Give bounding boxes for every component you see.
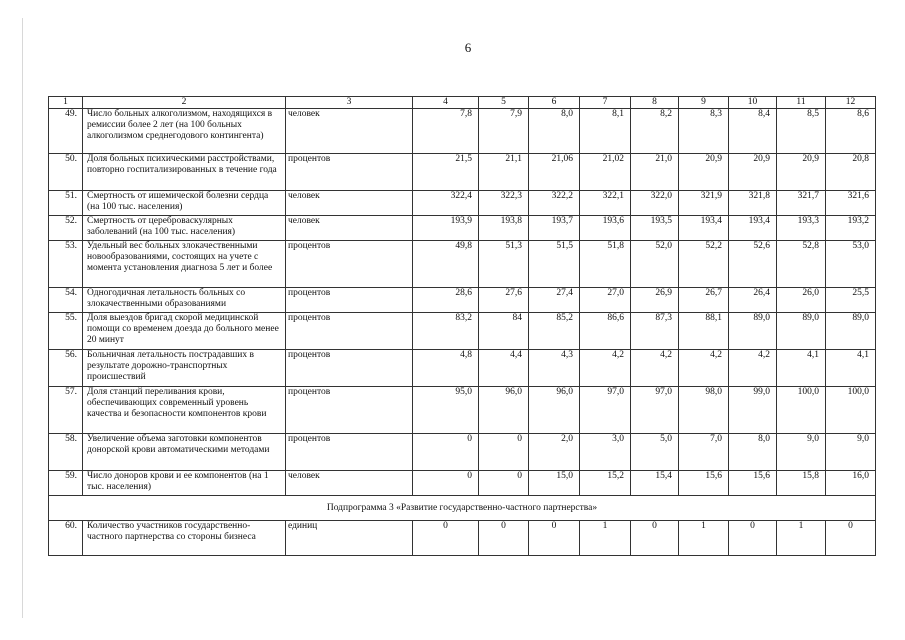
value-cell: 0 xyxy=(631,521,679,556)
value-cell: 15,2 xyxy=(580,471,631,496)
value-cell: 27,4 xyxy=(529,288,580,313)
table-row xyxy=(49,154,876,191)
value-cell: 52,6 xyxy=(729,241,777,288)
value-cell: 321,7 xyxy=(777,191,826,216)
value-cell: 96,0 xyxy=(529,387,580,434)
value-cell: 4,3 xyxy=(529,350,580,387)
value-cell: 322,4 xyxy=(413,191,479,216)
value-cell: 21,1 xyxy=(479,154,529,191)
subprogram-title: Подпрограмма 3 «Развитие государственно-частного партнерства» xyxy=(49,496,876,521)
indicator-name-cell: Удельный вес больных злокачественными новообразованиями, состоящих на учете с момента установления диагноза 5 лет и более xyxy=(83,241,286,288)
value-cell: 193,3 xyxy=(777,216,826,241)
value-cell: 4,4 xyxy=(479,350,529,387)
page-margin-line xyxy=(22,18,23,618)
value-cell: 0 xyxy=(826,521,876,556)
table-row xyxy=(49,216,876,241)
value-cell: 8,4 xyxy=(729,109,777,154)
value-cell: 52,8 xyxy=(777,241,826,288)
value-cell: 27,6 xyxy=(479,288,529,313)
value-cell: 28,6 xyxy=(413,288,479,313)
value-cell: 193,7 xyxy=(529,216,580,241)
value-cell: 8,6 xyxy=(826,109,876,154)
value-cell: 4,8 xyxy=(413,350,479,387)
row-number-cell: 53. xyxy=(49,241,83,288)
value-cell: 26,9 xyxy=(631,288,679,313)
value-cell: 8,5 xyxy=(777,109,826,154)
value-cell: 0 xyxy=(413,521,479,556)
column-number-cell: 11 xyxy=(777,97,826,109)
value-cell: 53,0 xyxy=(826,241,876,288)
value-cell: 89,0 xyxy=(777,313,826,350)
value-cell: 321,8 xyxy=(729,191,777,216)
table-row xyxy=(49,521,876,556)
indicator-name-cell: Число больных алкоголизмом, находящихся в ремиссии более 2 лет (на 100 больных алкоголизмом среднегодового контингента) xyxy=(83,109,286,154)
row-number-cell: 54. xyxy=(49,288,83,313)
subprogram-row xyxy=(49,496,876,521)
column-number-row xyxy=(49,97,876,109)
value-cell: 5,0 xyxy=(631,434,679,471)
value-cell: 99,0 xyxy=(729,387,777,434)
value-cell: 7,0 xyxy=(679,434,729,471)
column-number-cell: 8 xyxy=(631,97,679,109)
unit-cell: процентов xyxy=(286,387,413,434)
value-cell: 193,8 xyxy=(479,216,529,241)
row-number-cell: 49. xyxy=(49,109,83,154)
row-number-cell: 58. xyxy=(49,434,83,471)
value-cell: 86,6 xyxy=(580,313,631,350)
value-cell: 20,9 xyxy=(679,154,729,191)
value-cell: 4,2 xyxy=(580,350,631,387)
value-cell: 0 xyxy=(479,521,529,556)
value-cell: 89,0 xyxy=(729,313,777,350)
table-row xyxy=(49,350,876,387)
value-cell: 193,6 xyxy=(580,216,631,241)
value-cell: 321,6 xyxy=(826,191,876,216)
value-cell: 193,9 xyxy=(413,216,479,241)
value-cell: 4,2 xyxy=(679,350,729,387)
value-cell: 97,0 xyxy=(580,387,631,434)
value-cell: 15,8 xyxy=(777,471,826,496)
value-cell: 95,0 xyxy=(413,387,479,434)
value-cell: 8,0 xyxy=(529,109,580,154)
value-cell: 20,9 xyxy=(777,154,826,191)
table-row xyxy=(49,191,876,216)
unit-cell: процентов xyxy=(286,434,413,471)
unit-cell: процентов xyxy=(286,241,413,288)
value-cell: 1 xyxy=(580,521,631,556)
column-number-cell: 10 xyxy=(729,97,777,109)
unit-cell: процентов xyxy=(286,350,413,387)
value-cell: 15,4 xyxy=(631,471,679,496)
value-cell: 27,0 xyxy=(580,288,631,313)
value-cell: 52,2 xyxy=(679,241,729,288)
value-cell: 89,0 xyxy=(826,313,876,350)
value-cell: 0 xyxy=(479,471,529,496)
unit-cell: процентов xyxy=(286,154,413,191)
value-cell: 26,7 xyxy=(679,288,729,313)
value-cell: 3,0 xyxy=(580,434,631,471)
unit-cell: человек xyxy=(286,191,413,216)
value-cell: 96,0 xyxy=(479,387,529,434)
value-cell: 85,2 xyxy=(529,313,580,350)
row-number-cell: 59. xyxy=(49,471,83,496)
value-cell: 0 xyxy=(479,434,529,471)
unit-cell: человек xyxy=(286,109,413,154)
value-cell: 193,4 xyxy=(679,216,729,241)
indicator-name-cell: Доля выездов бригад скорой медицинской помощи со временем доезда до больного менее 20 минут xyxy=(83,313,286,350)
table-row xyxy=(49,471,876,496)
table-row xyxy=(49,387,876,434)
value-cell: 9,0 xyxy=(826,434,876,471)
value-cell: 15,6 xyxy=(729,471,777,496)
value-cell: 98,0 xyxy=(679,387,729,434)
value-cell: 1 xyxy=(679,521,729,556)
column-number-cell: 1 xyxy=(49,97,83,109)
value-cell: 321,9 xyxy=(679,191,729,216)
value-cell: 8,1 xyxy=(580,109,631,154)
value-cell: 21,0 xyxy=(631,154,679,191)
value-cell: 0 xyxy=(729,521,777,556)
column-number-cell: 9 xyxy=(679,97,729,109)
value-cell: 100,0 xyxy=(777,387,826,434)
value-cell: 193,5 xyxy=(631,216,679,241)
value-cell: 4,2 xyxy=(631,350,679,387)
table-row xyxy=(49,313,876,350)
value-cell: 52,0 xyxy=(631,241,679,288)
value-cell: 26,4 xyxy=(729,288,777,313)
table-row xyxy=(49,241,876,288)
row-number-cell: 52. xyxy=(49,216,83,241)
indicator-name-cell: Одногодичная летальность больных со злокачественными образованиями xyxy=(83,288,286,313)
value-cell: 21,5 xyxy=(413,154,479,191)
indicator-name-cell: Доля станций переливания крови, обеспечивающих современный уровень качества и безопасности компонентов крови xyxy=(83,387,286,434)
value-cell: 4,2 xyxy=(729,350,777,387)
value-cell: 84 xyxy=(479,313,529,350)
unit-cell: человек xyxy=(286,216,413,241)
row-number-cell: 51. xyxy=(49,191,83,216)
value-cell: 25,5 xyxy=(826,288,876,313)
row-number-cell: 55. xyxy=(49,313,83,350)
value-cell: 15,0 xyxy=(529,471,580,496)
value-cell: 26,0 xyxy=(777,288,826,313)
value-cell: 51,8 xyxy=(580,241,631,288)
value-cell: 9,0 xyxy=(777,434,826,471)
value-cell: 97,0 xyxy=(631,387,679,434)
row-number-cell: 50. xyxy=(49,154,83,191)
value-cell: 8,0 xyxy=(729,434,777,471)
table-row xyxy=(49,109,876,154)
value-cell: 21,06 xyxy=(529,154,580,191)
value-cell: 322,0 xyxy=(631,191,679,216)
value-cell: 0 xyxy=(529,521,580,556)
column-number-cell: 12 xyxy=(826,97,876,109)
unit-cell: человек xyxy=(286,471,413,496)
table-row xyxy=(49,434,876,471)
value-cell: 15,6 xyxy=(679,471,729,496)
value-cell: 20,9 xyxy=(729,154,777,191)
value-cell: 4,1 xyxy=(826,350,876,387)
value-cell: 20,8 xyxy=(826,154,876,191)
value-cell: 322,2 xyxy=(529,191,580,216)
value-cell: 100,0 xyxy=(826,387,876,434)
value-cell: 0 xyxy=(413,471,479,496)
row-number-cell: 57. xyxy=(49,387,83,434)
value-cell: 49,8 xyxy=(413,241,479,288)
unit-cell: процентов xyxy=(286,313,413,350)
column-number-cell: 7 xyxy=(580,97,631,109)
row-number-cell: 56. xyxy=(49,350,83,387)
value-cell: 7,8 xyxy=(413,109,479,154)
value-cell: 2,0 xyxy=(529,434,580,471)
indicators-table xyxy=(48,96,876,556)
value-cell: 16,0 xyxy=(826,471,876,496)
value-cell: 7,9 xyxy=(479,109,529,154)
value-cell: 193,4 xyxy=(729,216,777,241)
page-number: 6 xyxy=(464,40,472,55)
column-number-cell: 6 xyxy=(529,97,580,109)
value-cell: 51,3 xyxy=(479,241,529,288)
value-cell: 4,1 xyxy=(777,350,826,387)
value-cell: 322,1 xyxy=(580,191,631,216)
indicator-name-cell: Больничная летальность пострадавших в результате дорожно-транспортных происшествий xyxy=(83,350,286,387)
indicator-name-cell: Количество участников государственно-частного партнерства со стороны бизнеса xyxy=(83,521,286,556)
indicator-name-cell: Смертность от цереброваскулярных заболеваний (на 100 тыс. населения) xyxy=(83,216,286,241)
column-number-cell: 3 xyxy=(286,97,413,109)
indicator-name-cell: Увеличение объема заготовки компонентов донорской крови автоматическими методами xyxy=(83,434,286,471)
row-number-cell: 60. xyxy=(49,521,83,556)
unit-cell: процентов xyxy=(286,288,413,313)
indicator-name-cell: Смертность от ишемической болезни сердца (на 100 тыс. населения) xyxy=(83,191,286,216)
value-cell: 51,5 xyxy=(529,241,580,288)
indicator-name-cell: Доля больных психическими расстройствами, повторно госпитализированных в течение года xyxy=(83,154,286,191)
value-cell: 0 xyxy=(413,434,479,471)
column-number-cell: 5 xyxy=(479,97,529,109)
table-row xyxy=(49,288,876,313)
column-number-cell: 2 xyxy=(83,97,286,109)
value-cell: 83,2 xyxy=(413,313,479,350)
value-cell: 8,3 xyxy=(679,109,729,154)
value-cell: 1 xyxy=(777,521,826,556)
value-cell: 193,2 xyxy=(826,216,876,241)
value-cell: 21,02 xyxy=(580,154,631,191)
value-cell: 8,2 xyxy=(631,109,679,154)
unit-cell: единиц xyxy=(286,521,413,556)
indicator-name-cell: Число доноров крови и ее компонентов (на 1 тыс. населения) xyxy=(83,471,286,496)
value-cell: 87,3 xyxy=(631,313,679,350)
value-cell: 88,1 xyxy=(679,313,729,350)
value-cell: 322,3 xyxy=(479,191,529,216)
column-number-cell: 4 xyxy=(413,97,479,109)
